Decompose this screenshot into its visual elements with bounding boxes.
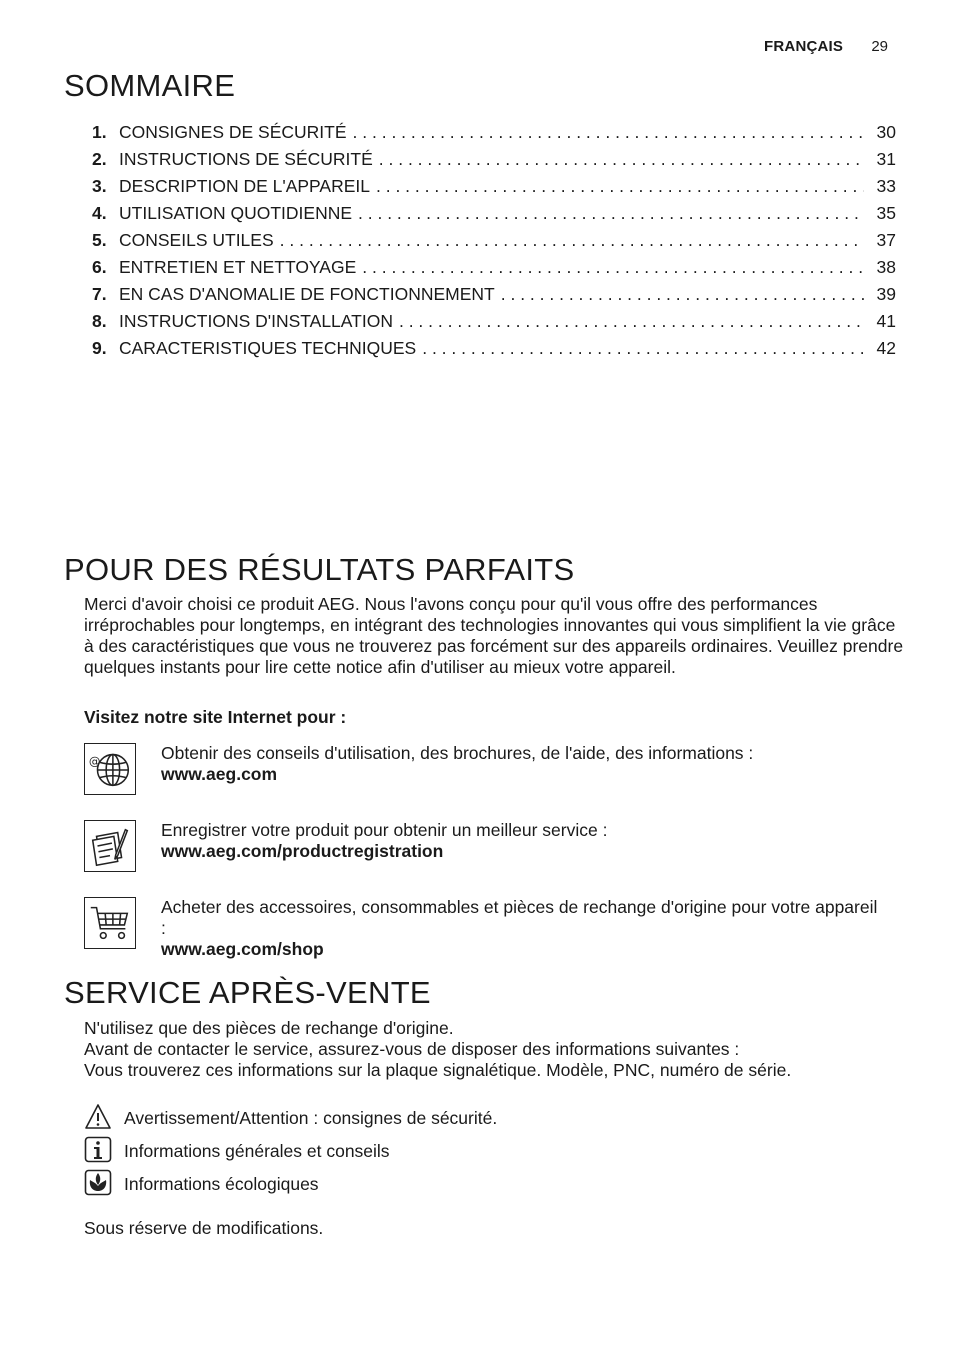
language-label: FRANÇAIS [764,38,844,55]
warning-row [84,1103,684,1131]
toc-title: EN CAS D'ANOMALIE DE FONCTIONNEMENT [119,284,495,304]
shop-description: Acheter des accessoires, consommables et pièces de rechange d'origine pour votre appareil : [161,897,878,938]
toc-page: 41 [876,311,896,331]
eco-row [84,1169,684,1197]
service-line: Vous trouverez ces informations sur la plaque signalétique. Modèle, PNC, numéro de série. [84,1060,792,1080]
page-number: 29 [871,38,888,55]
shopping-cart-icon [84,897,136,949]
toc-title: CONSIGNES DE SÉCURITÉ [119,122,347,142]
globe-icon [84,743,136,795]
sommaire-title: SOMMAIRE [64,68,236,103]
service-line: N'utilisez que des pièces de rechange d'origine. [84,1018,454,1038]
toc-page: 37 [876,230,896,250]
intro-paragraph: Merci d'avoir choisi ce produit AEG. Nous l'avons conçu pour qu'il vous offre des performances irréprochables pour longtemps, en intégrant des technologies innovantes qui vous simplifient la vie grâce à des caractéristiques que vous ne trouverez pas forcément sur des appareils ordinaires. Veuillez prendre quelques instants pour lire cette notice afin d'utiliser au mieux votre appareil. [84,594,904,677]
eco-text: Informations écologiques [124,1174,319,1194]
shop-link[interactable]: www.aeg.com/shop [161,939,324,959]
toc-leader [353,122,864,143]
website-link-row [84,743,904,799]
toc-leader [379,149,864,170]
toc-page: 31 [876,149,896,169]
footer-note: Sous réserve de modifications. [84,1218,324,1238]
warning-icon [84,1103,112,1131]
visit-heading: Visitez notre site Internet pour : [84,707,347,727]
toc-number: 2. [92,149,107,169]
toc-number: 1. [92,122,107,142]
toc-item[interactable] [92,203,896,230]
toc-item[interactable] [92,149,896,176]
resultats-title: POUR DES RÉSULTATS PARFAITS [64,552,575,587]
toc-leader [358,203,864,224]
toc-item[interactable] [92,257,896,284]
toc-title: ENTRETIEN ET NETTOYAGE [119,257,357,277]
info-text: Informations générales et conseils [124,1141,390,1161]
toc-page: 30 [876,122,896,142]
service-title: SERVICE APRÈS-VENTE [64,975,431,1010]
toc-title: INSTRUCTIONS DE SÉCURITÉ [119,149,373,169]
toc-number: 3. [92,176,107,196]
page-header [764,38,888,55]
toc-title: CARACTERISTIQUES TECHNIQUES [119,338,417,358]
toc-leader [501,284,864,305]
toc-number: 8. [92,311,107,331]
registration-link[interactable]: www.aeg.com/productregistration [161,841,444,861]
service-line: Avant de contacter le service, assurez-vous de disposer des informations suivantes : [84,1039,740,1059]
toc-leader [280,230,864,251]
toc-title: UTILISATION QUOTIDIENNE [119,203,353,223]
toc-title: CONSEILS UTILES [119,230,274,250]
toc-leader [399,311,864,332]
website-link[interactable]: www.aeg.com [161,764,278,784]
toc-page: 42 [876,338,896,358]
toc-item[interactable] [92,284,896,311]
toc-number: 5. [92,230,107,250]
registration-icon [84,820,136,872]
eco-icon [84,1169,112,1197]
registration-link-row [84,820,904,876]
toc-title: DESCRIPTION DE L'APPAREIL [119,176,370,196]
toc-item[interactable] [92,338,896,365]
toc-number: 9. [92,338,107,358]
toc-number: 7. [92,284,107,304]
toc-page: 39 [876,284,896,304]
toc-leader [362,257,864,278]
toc-item[interactable] [92,176,896,203]
toc-title: INSTRUCTIONS D'INSTALLATION [119,311,393,331]
toc-leader [376,176,864,197]
table-of-contents [92,122,896,365]
registration-description: Enregistrer votre produit pour obtenir un meilleur service : [161,820,608,840]
info-row [84,1136,684,1164]
toc-page: 33 [876,176,896,196]
toc-item[interactable] [92,230,896,257]
warning-text: Avertissement/Attention : consignes de sécurité. [124,1108,498,1128]
svg-text:@: @ [88,754,101,769]
info-icon [84,1136,112,1164]
toc-item[interactable] [92,311,896,338]
shop-link-row [84,897,904,959]
website-description: Obtenir des conseils d'utilisation, des brochures, de l'aide, des informations : [161,743,754,763]
toc-leader [422,338,864,359]
toc-page: 35 [876,203,896,223]
toc-number: 4. [92,203,107,223]
toc-page: 38 [876,257,896,277]
toc-item[interactable] [92,122,896,149]
toc-number: 6. [92,257,107,277]
